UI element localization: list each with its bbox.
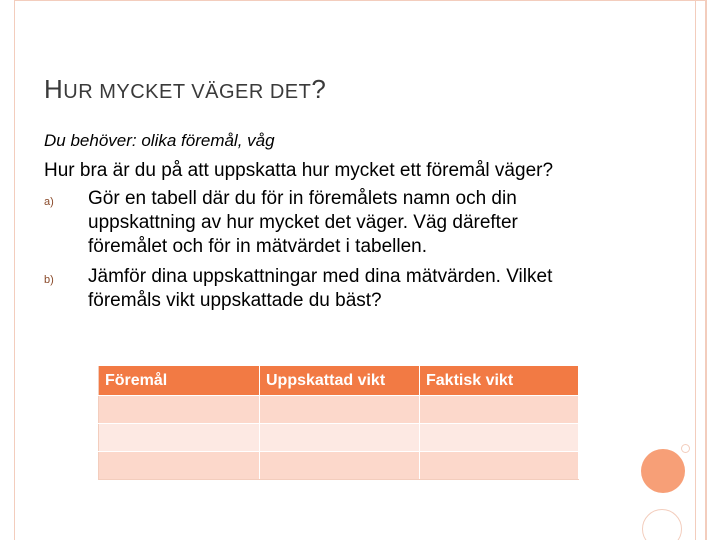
- frame-line-right-inner: [695, 0, 696, 540]
- list-item-text: [88, 265, 608, 313]
- table-cell: [260, 424, 420, 452]
- table-header-row: [99, 366, 579, 396]
- list-marker: a): [44, 196, 54, 208]
- decor-orange-circle: [641, 449, 685, 493]
- table-row: [99, 452, 579, 480]
- table-cell: [99, 452, 260, 480]
- title-question-mark: ?: [311, 74, 327, 104]
- list-item-line: Jämför dina uppskattningar med dina mätvärden. Vilket: [88, 266, 553, 287]
- list-item-text: [88, 187, 608, 259]
- materials-subtitle: Du behöver: olika föremål, våg: [44, 131, 275, 150]
- frame-line-right-outer: [706, 0, 707, 540]
- table-cell: [260, 452, 420, 480]
- table-cell: [420, 396, 579, 424]
- column-header-estimated: Uppskattad vikt: [260, 366, 420, 396]
- list-item-line: Gör en tabell där du för in föremålets namn och din: [88, 188, 517, 209]
- table-cell: [420, 452, 579, 480]
- column-header-actual: Faktisk vikt: [420, 366, 579, 396]
- column-header-item: Föremål: [99, 366, 260, 396]
- table-row: [99, 396, 579, 424]
- table-row: [99, 424, 579, 452]
- table-cell: [99, 424, 260, 452]
- list-item-line: uppskattning av hur mycket det väger. Väg därefter: [88, 212, 518, 233]
- list-item-line: föremålet och för in mätvärdet i tabellen.: [88, 236, 428, 257]
- table-cell: [260, 396, 420, 424]
- list-item-line: föremåls vikt uppskattade du bäst?: [88, 290, 382, 311]
- title-initial: H: [44, 74, 64, 104]
- list-marker: b): [44, 274, 54, 286]
- table-cell: [420, 424, 579, 452]
- weight-table: [98, 365, 579, 480]
- page-title: [44, 74, 326, 105]
- decor-small-circle: [681, 444, 690, 453]
- title-rest: UR MYCKET VÄGER DET: [63, 81, 312, 103]
- question-text: Hur bra är du på att uppskatta hur mycket ett föremål väger?: [44, 160, 554, 181]
- table-cell: [99, 396, 260, 424]
